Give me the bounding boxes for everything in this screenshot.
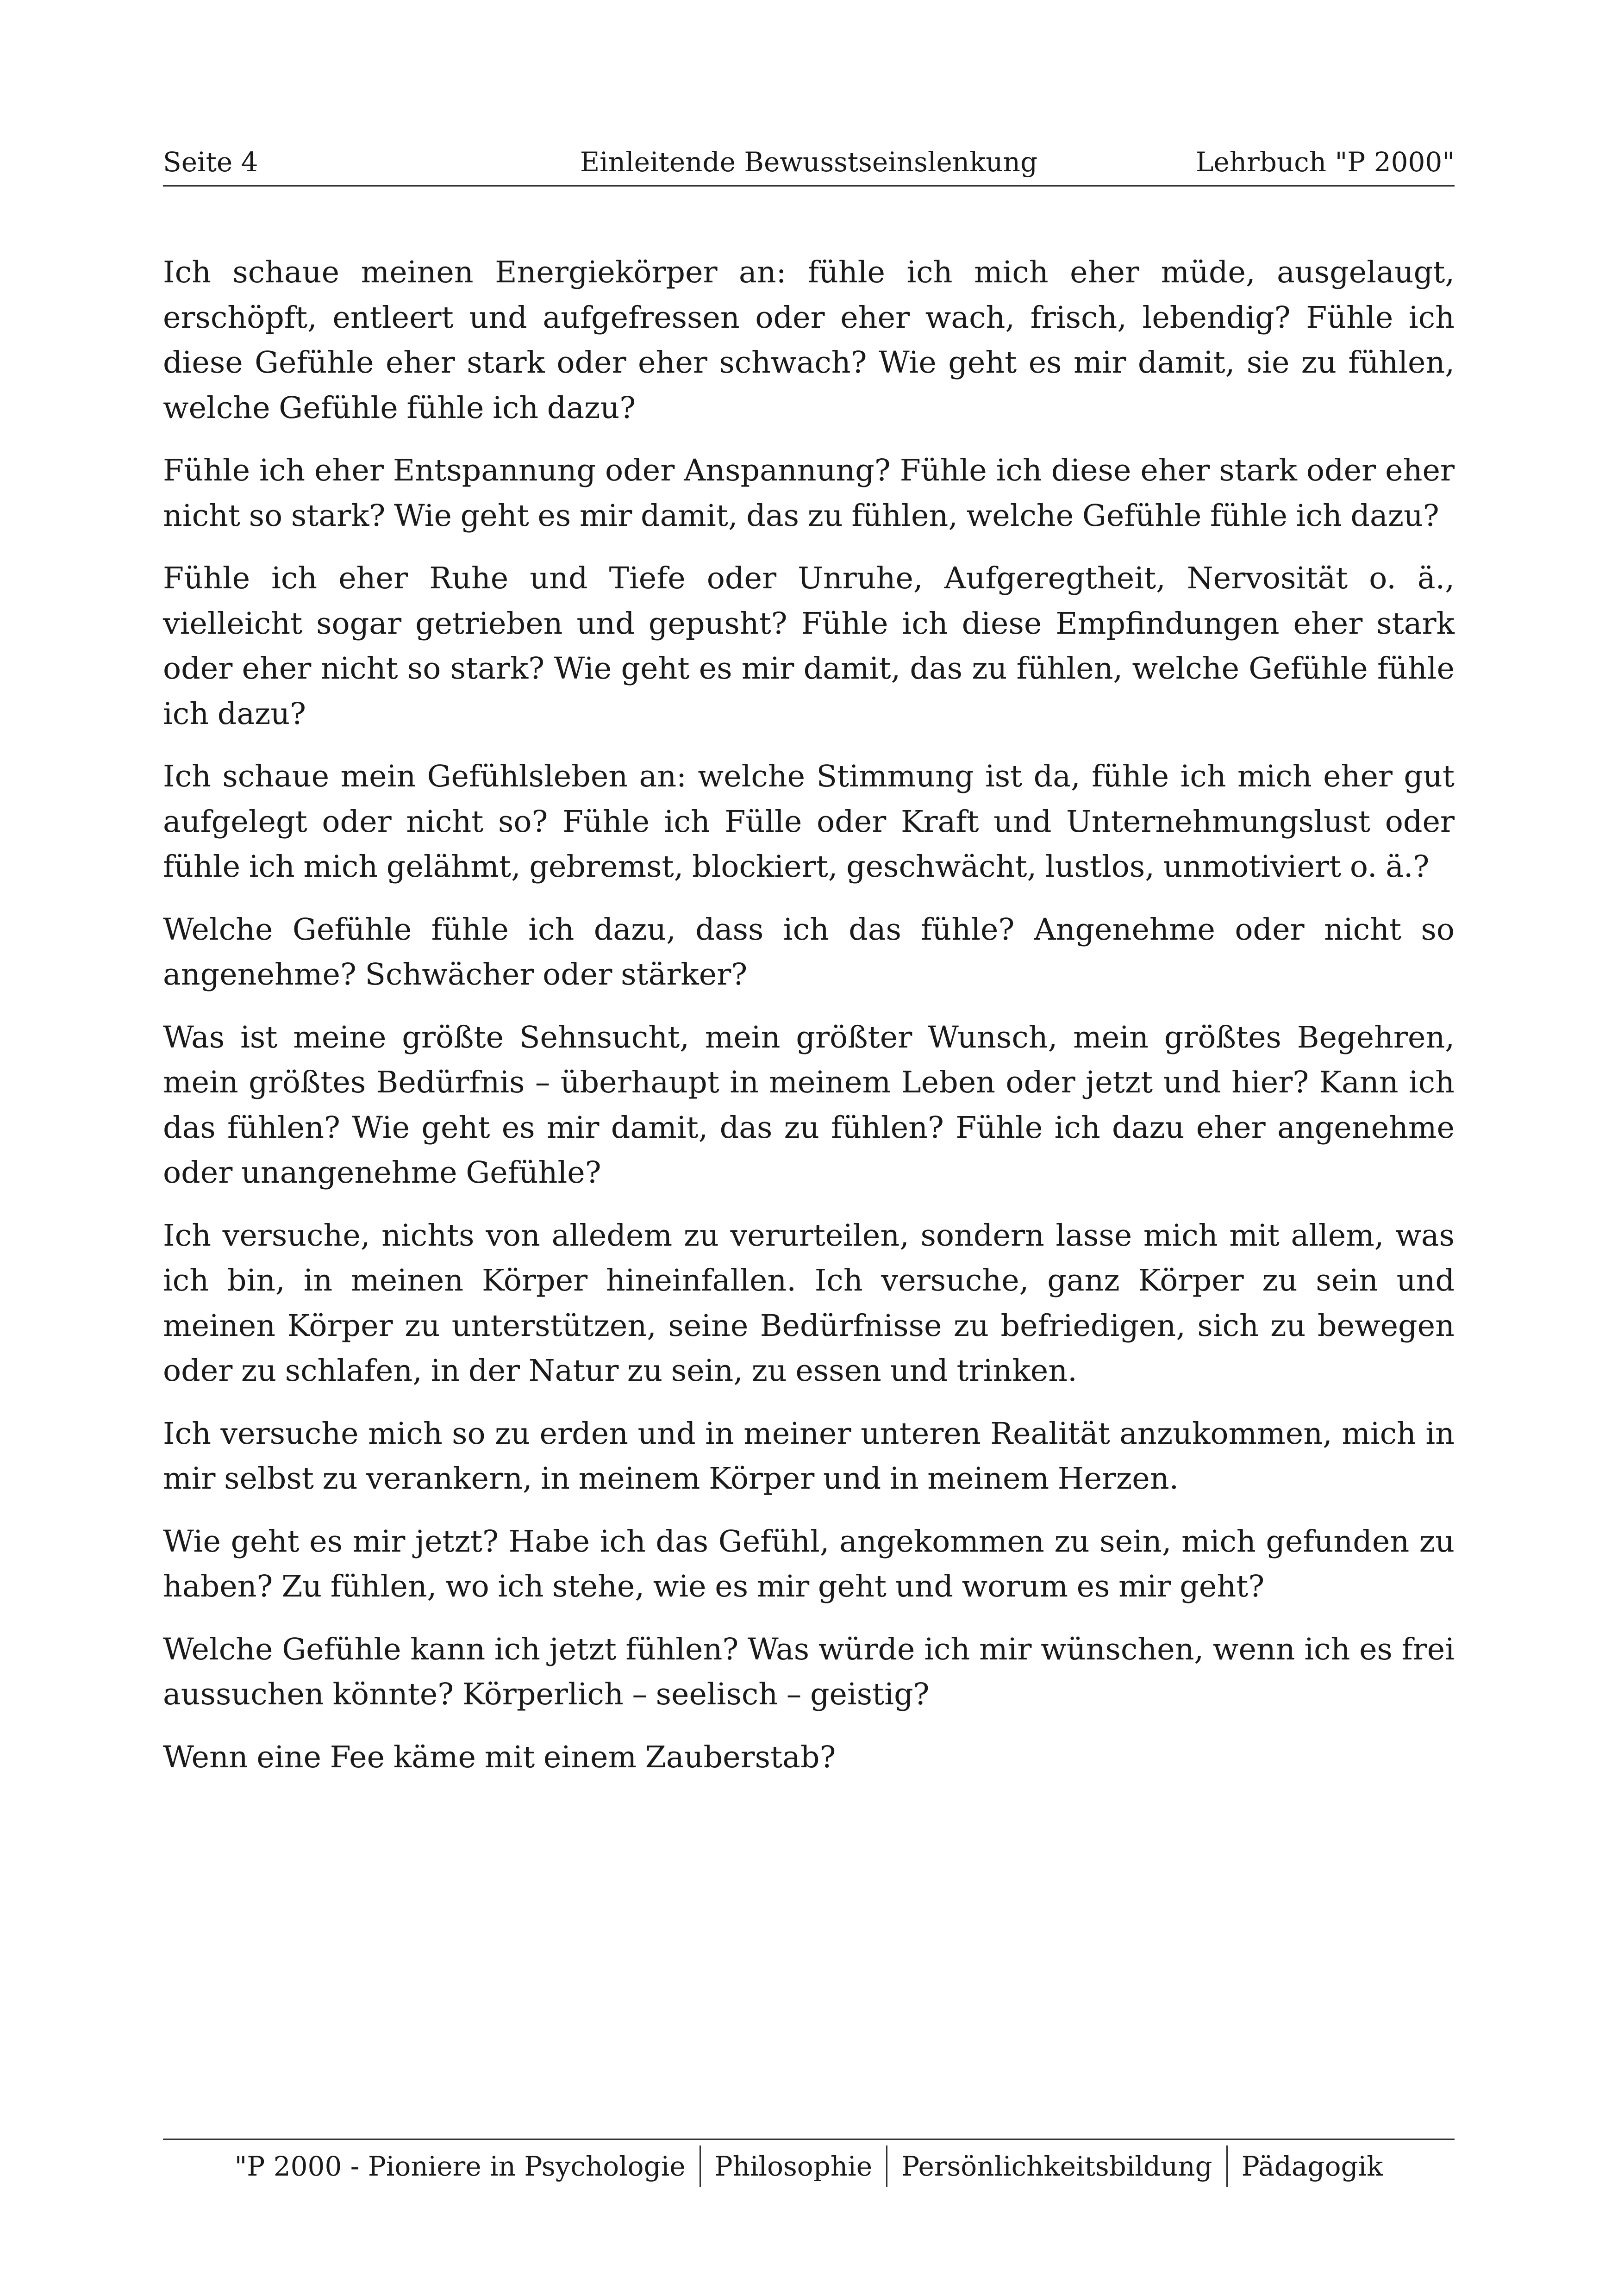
- footer-item-pioneers: "P 2000 - Pioniere in Psychologie: [234, 2151, 686, 2182]
- header-chapter-title: Einleitende Bewusstseinslenkung: [580, 146, 1038, 178]
- footer-item-pedagogy: Pädagogik: [1226, 2145, 1397, 2187]
- main-body-text: [163, 250, 1455, 1797]
- paragraph: Wenn eine Fee käme mit einem Zauberstab?: [163, 1740, 836, 1775]
- page-header: [163, 134, 1455, 187]
- paragraph: Wie geht es mir jetzt? Habe ich das Gefühl, angekommen zu sein, mich gefunden zu haben? Zu fühlen, wo ich stehe, wie es mir geht und worum es mir geht?: [163, 1524, 1455, 1604]
- paragraph: Ich versuche, nichts von alledem zu verurteilen, sondern lasse mich mit allem, was ich bin, in meinen Körper hineinfallen. Ich versuche, ganz Körper zu sein und meinen Körper zu unterstützen, seine Bedürfnisse zu befriedigen, sich zu bewegen oder zu schlafen, in der Natur zu sein, zu essen und trinken.: [163, 1218, 1455, 1388]
- paragraph: Welche Gefühle kann ich jetzt fühlen? Was würde ich mir wünschen, wenn ich es frei aussuchen könnte? Körperlich – seelisch – geistig?: [163, 1632, 1455, 1712]
- page-footer: [163, 2139, 1455, 2187]
- paragraph: Was ist meine größte Sehnsucht, mein größter Wunsch, mein größtes Begehren, mein größtes Bedürfnis – überhaupt in meinem Leben oder jetzt und hier? Kann ich das fühlen? Wie geht es mir damit, das zu fühlen? Fühle ich dazu eher angenehme oder unangenehme Gefühle?: [163, 1020, 1455, 1190]
- paragraph: Welche Gefühle fühle ich dazu, dass ich das fühle? Angenehme oder nicht so angenehme? Schwächer oder stärker?: [163, 912, 1455, 992]
- paragraph: Fühle ich eher Ruhe und Tiefe oder Unruhe, Aufgeregtheit, Nervosität o. ä., vielleicht sogar getrieben und gepusht? Fühle ich diese Empfindungen eher stark oder eher nicht so stark? Wie geht es mir damit, das zu fühlen, welche Gefühle fühle ich dazu?: [163, 561, 1455, 731]
- paragraph: Ich versuche mich so zu erden und in meiner unteren Realität anzukommen, mich in mir selbst zu verankern, in meinem Körper und in meinem Herzen.: [163, 1416, 1455, 1496]
- footer-item-philosophy: Philosophie: [700, 2145, 886, 2187]
- paragraph: Ich schaue mein Gefühlsleben an: welche Stimmung ist da, fühle ich mich eher gut aufgelegt oder nicht so? Fühle ich Fülle oder Kraft und Unternehmungslust oder fühle ich mich gelähmt, gebremst, blockiert, geschwächt, lustlos, unmotiviert o. ä.?: [163, 759, 1455, 884]
- paragraph: Fühle ich eher Entspannung oder Anspannung? Fühle ich diese eher stark oder eher nicht so stark? Wie geht es mir damit, das zu fühlen, welche Gefühle fühle ich dazu?: [163, 453, 1455, 533]
- paragraph: Ich schaue meinen Energiekörper an: fühle ich mich eher müde, ausgelaugt, erschöpft, entleert und aufgefressen oder eher wach, frisch, lebendig? Fühle ich diese Gefühle eher stark oder eher schwach? Wie geht es mir damit, sie zu fühlen, welche Gefühle fühle ich dazu?: [163, 255, 1455, 425]
- header-book-title: Lehrbuch "P 2000": [1195, 146, 1455, 178]
- footer-item-personality: Persönlichkeitsbildung: [886, 2145, 1226, 2187]
- header-page-number: Seite 4: [163, 146, 258, 178]
